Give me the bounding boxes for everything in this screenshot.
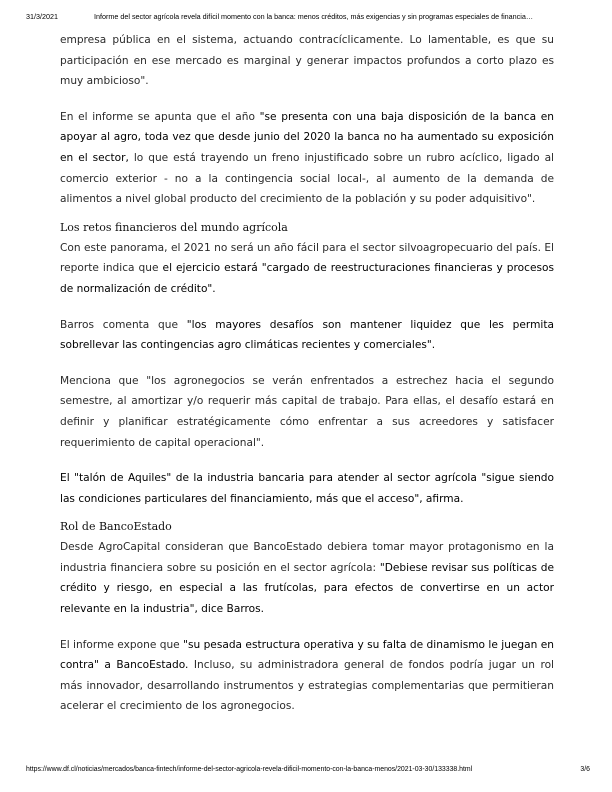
paragraph [60,107,554,210]
paragraph-text: Menciona que "los agronegocios se verán enfrentados a estrechez hacia el segundo semestre, al amortizar y/o requerir más capital de trabajo. Para ellas, el desafío estará en definir y planificar estratégicamente cómo enfrentar a sus acreedores y satisfacer requerimiento de capital operacional". [60,374,554,449]
paragraph-text: Barros comenta que [60,318,187,331]
page-number: 3/6 [580,766,590,773]
paragraph [60,537,554,619]
paragraph [60,371,554,453]
paragraph [60,468,554,509]
print-page-title: Informe del sector agrícola revela difícil momento con la banca: menos créditos, más exigencias y sin programas especiales de financia… [94,12,534,21]
paragraph-text: empresa pública en el sistema, actuando contracíclicamente. Lo lamentable, es que su participación en ese mercado es marginal y generar impactos profundos a corto plazo es muy ambicioso". [60,34,554,88]
print-header [26,12,592,24]
print-footer [26,766,590,778]
paragraph-quote: "Debiese revisar sus políticas de crédito y riesgo, en especial a las frutícolas, para efectos de convertirse en un actor relevante en la industria", dice Barros. [60,561,554,616]
paragraph-quote: el ejercicio estará "cargado de reestructuraciones financieras y procesos de normalización de crédito". [60,262,555,295]
print-url: https://www.df.cl/noticias/mercados/banca-fintech/informe-del-sector-agricola-revela-dificil-momento-con-la-banca-menos/2021-03-30/133338.html [26,766,473,773]
article-body [60,30,554,717]
paragraph-text: lo que está trayendo un freno injustificado sobre un rubro acíclico, ligado al comercio exterior - no a la contingencia social local-, al aumento de la demanda de alimentos a nivel global producto del crecimiento de la población y su poder adquisitivo". [60,151,555,206]
paragraph-text: El informe expone que [60,638,184,651]
paragraph [60,315,554,356]
paragraph-quote: "se presenta con una baja disposición de la banca en apoyar al agro, toda vez que desde junio del 2020 la banca no ha aumentado su exposición en el sector, [60,110,554,164]
paragraph-quote: "los mayores desafíos son mantener liquidez que les permita sobrellevar las contingencias agro climáticas recientes y comerciales". [60,318,554,352]
paragraph [60,635,554,717]
print-date: 31/3/2021 [26,12,58,21]
paragraph-text: Con este panorama, el 2021 no será un año fácil para el sector silvoagropecuario del país. El reporte indica que [60,241,554,275]
paragraph [60,30,554,92]
paragraph-text: En el informe se apunta que el año [60,110,260,123]
paragraph-quote: "su pesada estructura operativa y su falta de dinamismo le juegan en contra" a BancoEstado. [60,638,554,672]
paragraph [60,238,554,300]
paragraph-quote: El "talón de Aquiles" de la industria bancaria para atender al sector agrícola "sigue siendo las condiciones particulares del financiamiento, más que el acceso", afirma. [60,472,554,505]
paragraph-text: Incluso, su administradora general de fondos podría jugar un rol más innovador, desarrollando instrumentos y estrategias complementarias que permitieran acelerar el crecimiento de los agronegocios. [60,659,554,713]
section-heading: Los retos financieros del mundo agrícola [60,220,288,234]
paragraph-text: Desde AgroCapital consideran que BancoEstado debiera tomar mayor protagonismo en la industria financiera sobre su posición en el sector agrícola: [60,541,554,574]
section-heading: Rol de BancoEstado [60,520,172,534]
